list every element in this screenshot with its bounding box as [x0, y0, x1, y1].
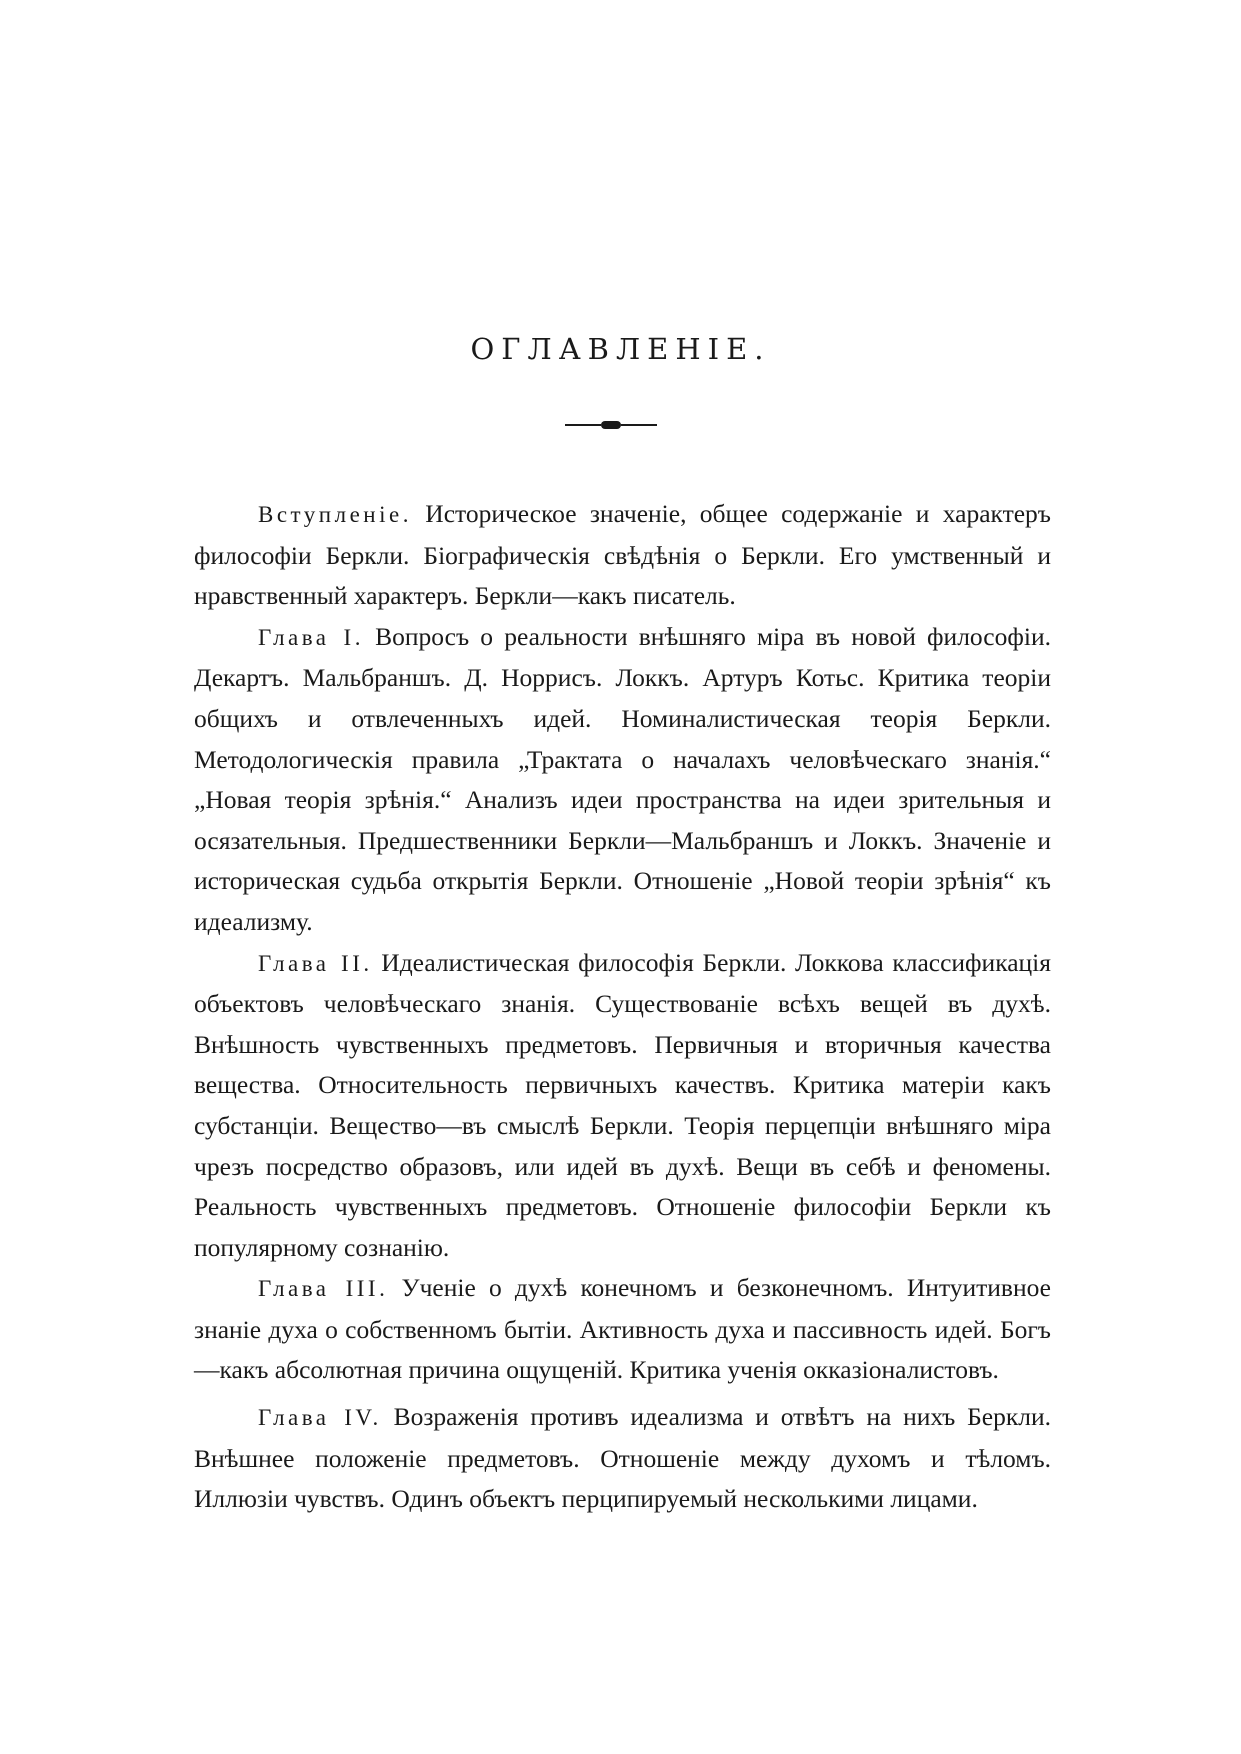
- toc-entry-text: Возраженія противъ идеализма и отвѣтъ на нихъ Беркли. Внѣшнее положеніе предметовъ. Отношеніе между духомъ и тѣломъ. Иллюзіи чувствъ. Одинъ объектъ перципируемый несколькими лицами.: [194, 1402, 1052, 1514]
- toc-entry-text: Историческое значеніе, общее содержаніе и характеръ философіи Беркли. Біографическія свѣдѣнія о Беркли. Его умственный и нравственный характеръ. Беркли—какъ писатель.: [194, 499, 1051, 611]
- toc-entry-label: Глава III.: [258, 1276, 389, 1302]
- ornament-line-left: [565, 424, 601, 426]
- toc-entry-chapter-2: [194, 943, 1051, 1269]
- toc-entry-text: Идеалистическая философія Беркли. Локкова классификація объектовъ человѣческаго знанія. Существованіе всѣхъ вещей въ духѣ. Внѣшность чувственныхъ предметовъ. Первичныя и вторичныя качества вещества. Относительность первичныхъ качествъ. Критика матеріи какъ субстанціи. Вещество—въ смыслѣ Беркли. Теорія перцепціи внѣшняго міра чрезъ посредство образовъ, или идей въ духѣ. Вещи въ себѣ и феномены. Реальность чувственныхъ предметовъ. Отношеніе философіи Беркли къ популярному сознанію.: [194, 947, 1051, 1262]
- toc-entry-chapter-4: [194, 1397, 1051, 1520]
- ornament-knot: [601, 421, 621, 429]
- toc-entry-label: Вступленіе.: [258, 502, 412, 527]
- page-title: ОГЛАВЛЕНІЕ.: [470, 332, 771, 366]
- toc-entry-chapter-1: [194, 617, 1051, 943]
- table-of-contents: [194, 494, 1051, 1520]
- toc-entry-label: Глава II.: [258, 950, 373, 976]
- toc-entry-label: Глава IV.: [258, 1405, 382, 1431]
- toc-entry-label: Глава I.: [258, 624, 364, 650]
- toc-entry-text: Ученіе о духѣ конечномъ и безконечномъ. Интуитивное знаніе духа о собственномъ бытіи. Активность духа и пассивность идей. Богъ—какъ абсолютная причина ощущеній. Критика ученія окказіоналистовъ.: [194, 1273, 1052, 1385]
- toc-entry-chapter-3: [194, 1268, 1051, 1391]
- title-ornament: [565, 420, 657, 430]
- toc-entry-introduction: [194, 494, 1051, 617]
- toc-entry-text: Вопросъ о реальности внѣшняго міра въ новой философіи. Декартъ. Мальбраншъ. Д. Норрисъ. Локкъ. Артуръ Котьс. Критика теоріи общихъ и отвлеченныхъ идей. Номиналистическая теорія Беркли. Методологическія правила „Трактата о началахъ человѣческаго знанія.“ „Новая теорія зрѣнія.“ Анализъ идеи пространства на идеи зрительныя и осязательныя. Предшественники Беркли—Мальбраншъ и Локкъ. Значеніе и историческая судьба открытія Беркли. Отношеніе „Новой теоріи зрѣнія“ къ идеализму.: [194, 621, 1051, 936]
- ornament-line-right: [621, 424, 657, 426]
